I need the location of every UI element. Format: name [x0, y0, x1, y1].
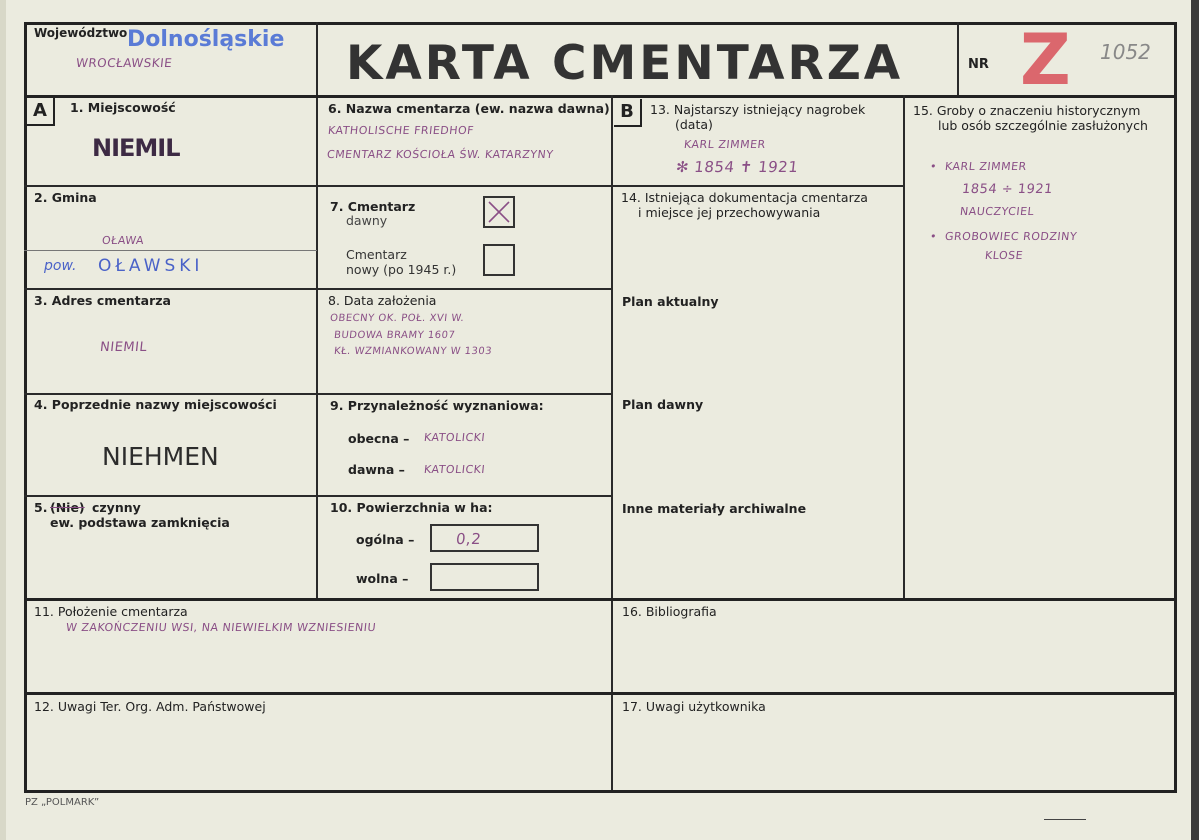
checkmark-x-icon	[485, 198, 513, 226]
field-12-label: 12. Uwagi Ter. Org. Adm. Państwowej	[34, 699, 266, 714]
divider-row4-mid	[317, 495, 612, 497]
field-7-label: 7. Cmentarz	[330, 199, 416, 214]
field-15-label-line1: 15. Groby o znaczeniu historycznym	[913, 103, 1141, 118]
field-2-powiat-value: OŁAWSKI	[98, 256, 204, 276]
field-9-former-value: KATOLICKI	[423, 463, 486, 476]
field-13-label-line2: (data)	[675, 117, 713, 132]
field-15-entry1-bullet: •	[929, 160, 938, 173]
plan-current-label: Plan aktualny	[622, 294, 719, 309]
field-15-entry1-line3: NAUCZYCIEL	[959, 205, 1035, 218]
wojewodztwo-stamp: Dolnośląskie	[127, 27, 285, 52]
divider-row4-left	[24, 495, 317, 497]
field-2-gmina-value: OŁAWA	[101, 234, 145, 247]
divider-row2-left	[24, 288, 317, 290]
field-6-line1: KATHOLISCHE FRIEDHOF	[327, 124, 475, 137]
plan-former-label: Plan dawny	[622, 397, 704, 412]
field-15-entry1-line1: KARL ZIMMER	[944, 160, 1028, 173]
divider-row2-mid	[317, 288, 612, 290]
cemetery-new-checkbox[interactable]	[483, 244, 515, 276]
field-10-total-label: ogólna –	[356, 532, 415, 547]
field-5-struck: (Nie)	[50, 500, 85, 515]
field-15-entry2-line2: KLOSE	[984, 249, 1024, 262]
field-1-value: NIEMIL	[92, 134, 180, 162]
divider-row1-left	[24, 185, 317, 187]
section-b-badge: B	[614, 99, 642, 127]
wojewodztwo-handwritten: WROCŁAWSKIE	[75, 56, 174, 70]
divider-row1-mid	[317, 185, 612, 187]
section-a-badge: A	[27, 98, 55, 126]
field-4-value: NIEHMEN	[102, 442, 219, 471]
field-3-value: NIEMIL	[99, 340, 148, 355]
divider-row3-mid	[317, 393, 612, 395]
field-6-label: 6. Nazwa cmentarza (ew. nazwa dawna)	[328, 101, 610, 116]
area-total-field[interactable]	[430, 524, 539, 552]
divider-row5	[24, 598, 1177, 601]
field-8-line2: BUDOWA BRAMY 1607	[333, 330, 456, 341]
field-14-label-line1: 14. Istniejąca dokumentacja cmentarza	[621, 190, 868, 205]
field-9-current-value: KATOLICKI	[423, 431, 486, 444]
field-3-label: 3. Adres cmentarza	[34, 293, 171, 308]
field-11-label: 11. Położenie cmentarza	[34, 604, 188, 619]
nr-value: 1052	[1100, 40, 1151, 64]
wojewodztwo-label: Województwo	[34, 26, 128, 40]
gmina-underline	[24, 250, 317, 251]
field-7-option-new-line2: nowy (po 1945 r.)	[346, 262, 457, 277]
powiat-prefix: pow.	[44, 258, 77, 274]
field-15-label-line2: lub osób szczególnie zasłużonych	[938, 118, 1148, 133]
field-15-entry2-bullet: •	[929, 230, 938, 243]
divider-col2	[611, 95, 613, 790]
header-bottom-line	[24, 95, 1177, 98]
field-11-value: W ZAKOŃCZENIU WSI, NA NIEWIELKIM WZNIESIENIU	[65, 621, 377, 634]
field-4-label: 4. Poprzednie nazwy miejscowości	[34, 397, 277, 412]
field-5-label-line2: ew. podstawa zamknięcia	[50, 515, 230, 530]
divider-row1-b	[612, 185, 904, 187]
field-16-label: 16. Bibliografia	[622, 604, 717, 619]
frame-bottom	[24, 790, 1177, 793]
field-10-free-label: wolna –	[356, 571, 409, 586]
field-13-dates: ✻ 1854 ✝ 1921	[675, 158, 800, 176]
field-9-label: 9. Przynależność wyznaniowa:	[330, 398, 544, 413]
field-15-entry1-line2: 1854 ÷ 1921	[961, 182, 1054, 197]
card-title: KARTA CMENTARZA	[346, 36, 904, 91]
divider-nr	[957, 22, 959, 96]
field-8-label: 8. Data założenia	[328, 293, 437, 308]
nr-stamp: Z	[1020, 19, 1071, 101]
field-7-option-new-line1: Cmentarz	[346, 247, 407, 262]
divider-col3	[903, 95, 905, 598]
field-5-num: 5.	[34, 500, 48, 515]
corner-mark	[1044, 819, 1086, 820]
field-8-line3: KŁ. WZMIANKOWANY W 1303	[333, 346, 493, 357]
area-free-field[interactable]	[430, 563, 539, 591]
field-2-label: 2. Gmina	[34, 190, 97, 205]
field-7-option-old: dawny	[346, 213, 388, 228]
field-10-label: 10. Powierzchnia w ha:	[330, 500, 493, 515]
frame-left	[24, 22, 27, 792]
frame-top	[24, 22, 1177, 25]
divider-col1	[316, 22, 318, 599]
field-15-entry2-line1: GROBOWIEC RODZINY	[944, 230, 1078, 243]
field-9-current-label: obecna –	[348, 431, 410, 446]
divider-row6	[24, 692, 1177, 695]
field-6-line2: CMENTARZ KOŚCIOŁA ŚW. KATARZYNY	[326, 148, 555, 161]
field-5-label: czynny	[92, 500, 141, 515]
field-10-total-value: 0,2	[455, 530, 483, 548]
cemetery-old-checkbox[interactable]	[483, 196, 515, 228]
field-17-label: 17. Uwagi użytkownika	[622, 699, 766, 714]
field-13-name: KARL ZIMMER	[683, 138, 767, 151]
field-13-label-line1: 13. Najstarszy istniejący nagrobek	[650, 102, 866, 117]
field-14-label-line2: i miejsce jej przechowywania	[638, 205, 821, 220]
printer-imprint: PZ „POLMARK”	[25, 797, 100, 808]
field-8-line1: OBECNY OK. POŁ. XVI W.	[329, 313, 465, 324]
paper-shadow	[1191, 0, 1199, 840]
divider-row3-left	[24, 393, 317, 395]
nr-label: NR	[968, 57, 989, 72]
other-materials-label: Inne materiały archiwalne	[622, 501, 807, 516]
frame-right	[1174, 22, 1177, 792]
field-1-label: 1. Miejscowość	[70, 100, 176, 115]
field-9-former-label: dawna –	[348, 462, 405, 477]
